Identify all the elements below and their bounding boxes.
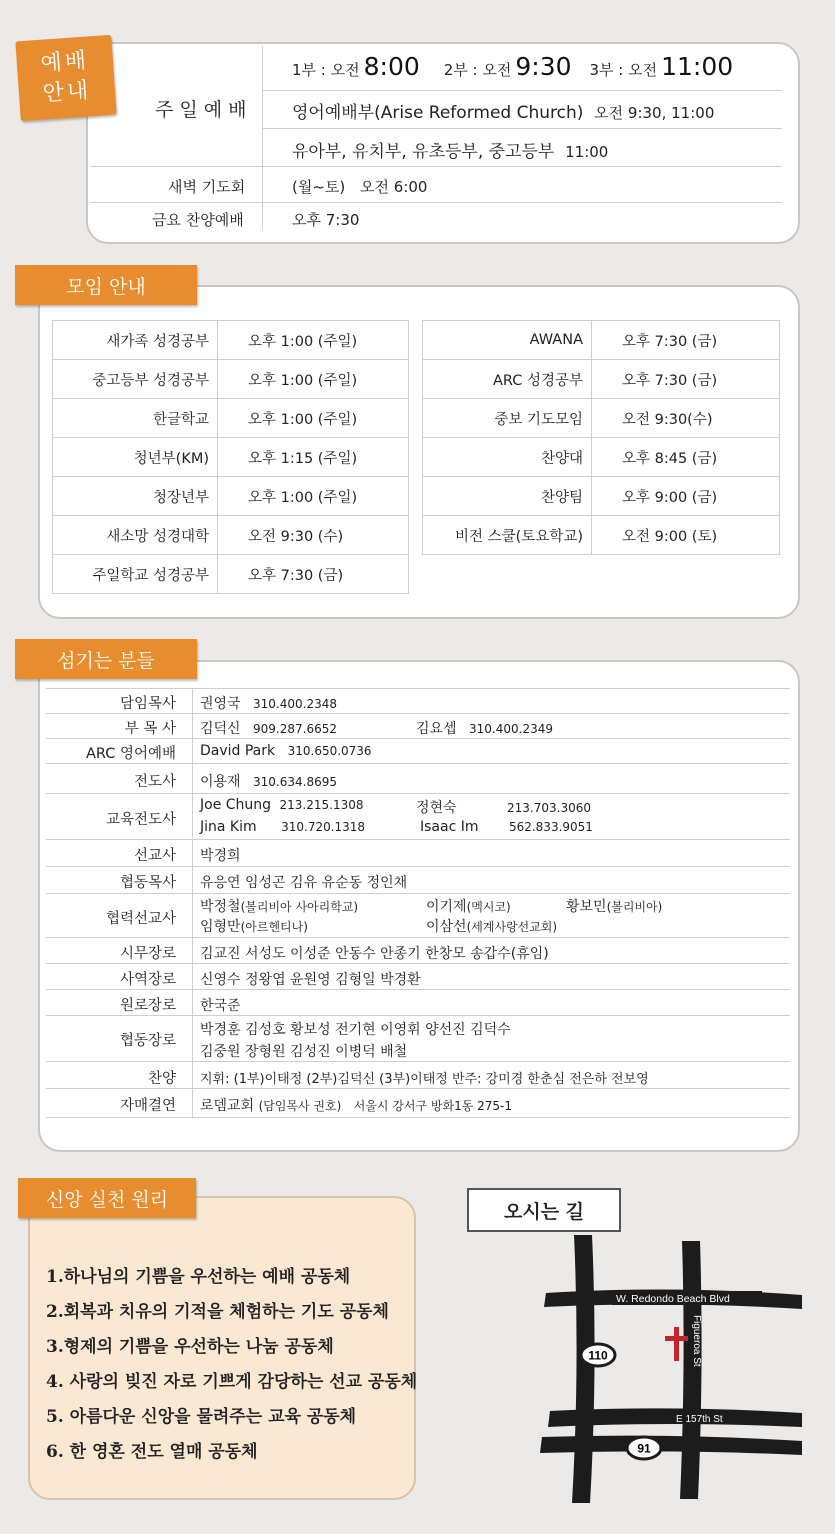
kids-time: 11:00	[565, 143, 609, 161]
english-service	[292, 98, 714, 123]
principle-item: 1.하나님의 기쁨을 우선하는 예배 공동체	[46, 1267, 351, 1287]
english-time: 오전 9:30, 11:00	[594, 104, 715, 122]
staff-label: 찬양	[147, 1071, 176, 1087]
street-label-redondo: W. Redondo Beach Blvd	[616, 1293, 730, 1305]
divider	[90, 166, 782, 167]
staff-phone: 562.833.9051	[508, 820, 593, 834]
meeting-time: 오후 1:00 (주일)	[218, 360, 409, 399]
staff-note: (담임목사 권호)	[258, 1099, 342, 1113]
principle-item: 5. 아름다운 신앙을 물려주는 교육 공동체	[46, 1407, 357, 1427]
staff-name: 김덕신	[200, 721, 241, 737]
dawn-time-row	[292, 176, 427, 197]
staff-label: 시무장로	[119, 946, 176, 962]
staff-name: 한국준	[200, 998, 241, 1014]
staff-row-coop-elders	[46, 1015, 790, 1062]
map-title: 오시는 길	[503, 1200, 585, 1223]
staff-label: 부 목 사	[124, 721, 176, 737]
s2-time: 9:30	[515, 52, 572, 81]
staff-note: (세계사랑선교회)	[466, 920, 558, 934]
street-label-157th: E 157th St	[676, 1414, 723, 1425]
s3-label: 3부 : 오전	[589, 61, 658, 79]
meeting-name: 찬양대	[423, 438, 592, 477]
street-label-figueroa: Figueroa St	[691, 1315, 702, 1367]
staff-names: 박경훈 김성호 황보성 전기현 이영휘 양선진 김덕수	[200, 1022, 511, 1038]
staff-label: 협동장로	[119, 1033, 176, 1049]
staff-name: David Park	[200, 743, 276, 759]
meeting-time: 오후 7:30 (금)	[218, 555, 409, 594]
principle-item: 6. 한 영혼 전도 열매 공동체	[46, 1442, 258, 1462]
kids-service	[292, 137, 608, 162]
staff-row-arc	[46, 738, 790, 764]
staff-name: 임형만	[200, 919, 241, 935]
staff-row-missionary	[46, 839, 790, 867]
staff-phone: 310.400.2348	[253, 697, 338, 711]
s1-label: 1부 : 오전	[292, 61, 360, 79]
principle-item: 2.회복과 치유의 기적을 체험하는 기도 공동체	[46, 1302, 389, 1322]
staff-row-coop-pastor	[46, 866, 790, 894]
english-name: 영어예배부(Arise Reformed Church)	[292, 103, 584, 123]
friday-label: 금요 찬양예배	[152, 211, 244, 229]
principles-list	[46, 1262, 417, 1472]
staff-label: 사역장로	[119, 972, 176, 988]
sunday-label: 주 일 예 배	[155, 99, 247, 121]
staff-label: 협동목사	[119, 875, 176, 891]
staff-name: 이삼선	[426, 919, 467, 935]
table-row	[53, 321, 409, 360]
staff-names: 김교진 서성도 이성준 안동수 안종기 한창모 송갑수(휴임)	[200, 946, 549, 962]
staff-row-edu	[46, 793, 790, 840]
staff-name: 이용재	[200, 774, 241, 790]
meeting-name: 한글학교	[53, 399, 218, 438]
staff-row-emeritus	[46, 989, 790, 1016]
staff-note: (아르헨티나)	[240, 920, 308, 934]
road-110	[572, 1235, 595, 1503]
table-row	[423, 438, 780, 477]
table-row	[423, 516, 780, 555]
meeting-name: 중고등부 성경공부	[53, 360, 218, 399]
staff-phone: 310.720.1318	[281, 820, 366, 834]
staff-names: 유응연 임성곤 김유 유순동 정인채	[200, 875, 408, 891]
staff-note: (볼리비아 사아리학교)	[240, 900, 359, 914]
staff-name: 박정철	[200, 899, 241, 915]
staff-phone: 310.634.8695	[253, 775, 338, 789]
staff-name: Isaac Im	[420, 819, 479, 835]
staff-phone: 213.703.3060	[507, 801, 592, 815]
worship-tag-line2: 안내	[41, 78, 93, 107]
staff-names: 김중원 장형원 김성진 이병덕 배철	[200, 1044, 408, 1060]
meeting-name: 청년부(KM)	[53, 438, 218, 477]
highway-91-shield	[627, 1437, 661, 1459]
staff-row-elders	[46, 937, 790, 964]
staff-name: Joe Chung	[200, 797, 272, 813]
staff-tag-label: 섬기는 분들	[57, 649, 155, 672]
meeting-name: 주일학교 성경공부	[53, 555, 218, 594]
s1-time: 8:00	[363, 52, 420, 81]
table-row	[53, 360, 409, 399]
map	[540, 1235, 810, 1505]
meeting-name: 새가족 성경공부	[53, 321, 218, 360]
worship-tag	[15, 35, 116, 122]
staff-row-evang	[46, 763, 790, 794]
staff-row-mission-elders	[46, 963, 790, 990]
table-row	[423, 360, 780, 399]
staff-label: 선교사	[133, 848, 176, 864]
principle-item: 4. 사랑의 빚진 자로 기쁘게 감당하는 선교 공동체	[46, 1372, 418, 1392]
dawn-time: 오전 6:00	[360, 178, 428, 196]
staff-note: (볼리비아)	[606, 900, 663, 914]
table-row	[53, 555, 409, 594]
staff-row-assoc	[46, 713, 790, 739]
staff-phone: 310.650.0736	[287, 744, 372, 758]
staff-label: ARC 영어예배	[85, 746, 176, 762]
table-row	[423, 477, 780, 516]
worship-tag-line1: 예배	[39, 48, 90, 77]
road-figueroa	[680, 1241, 702, 1499]
staff-name: 박경희	[200, 848, 241, 864]
table-row	[53, 477, 409, 516]
meetings-left-table	[52, 320, 409, 594]
table-row	[53, 399, 409, 438]
staff-label: 자매결연	[119, 1098, 176, 1114]
staff-tag	[15, 639, 197, 679]
table-row	[423, 399, 780, 438]
meeting-name: 중보 기도모임	[423, 399, 592, 438]
staff-name: Jina Kim	[200, 819, 257, 835]
staff-note: (멕시코)	[466, 900, 511, 914]
meeting-time: 오후 7:30 (금)	[592, 321, 780, 360]
staff-name: 정현숙	[416, 800, 457, 816]
table-row	[53, 516, 409, 555]
staff-row-senior	[46, 688, 790, 714]
meeting-time: 오후 1:00 (주일)	[218, 399, 409, 438]
staff-name: 권영국	[200, 696, 241, 712]
staff-phone: 213.215.1308	[279, 798, 364, 812]
divider	[262, 128, 782, 129]
staff-address: 서울시 강서구 방화1동 275-1	[353, 1099, 513, 1113]
divider	[262, 90, 782, 91]
kids-name: 유아부, 유치부, 유초등부, 중고등부	[292, 142, 555, 162]
staff-row-coop-missionary	[46, 893, 790, 938]
sunday-services	[292, 52, 733, 81]
staff-name: 이기제	[426, 899, 467, 915]
staff-label: 담임목사	[119, 696, 176, 712]
highway-91-label: 91	[637, 1441, 651, 1456]
staff-label: 협력선교사	[105, 911, 176, 927]
meeting-time: 오후 1:00 (주일)	[218, 477, 409, 516]
meetings-right-table	[422, 320, 780, 555]
meeting-name: 비전 스쿨(토요학교)	[423, 516, 592, 555]
highway-110-shield	[581, 1344, 615, 1366]
friday-time: 오후 7:30	[292, 211, 360, 229]
staff-row-sister	[46, 1088, 790, 1118]
s3-time: 11:00	[661, 52, 734, 81]
staff-name: 황보민	[566, 899, 607, 915]
meeting-time: 오후 8:45 (금)	[592, 438, 780, 477]
staff-phone: 310.400.2349	[469, 722, 554, 736]
staff-name: 로뎀교회	[200, 1098, 255, 1114]
meeting-name: 새소망 성경대학	[53, 516, 218, 555]
staff-names: 지휘: (1부)이태정 (2부)김덕신 (3부)이태정 반주: 강미경 한춘심 전은하 전보영	[200, 1072, 649, 1087]
staff-label: 전도사	[133, 774, 176, 790]
meeting-time: 오후 9:00 (금)	[592, 477, 780, 516]
table-row	[53, 438, 409, 477]
table-row	[423, 321, 780, 360]
map-title-box	[467, 1188, 621, 1232]
dawn-label: 새벽 기도회	[168, 178, 246, 196]
meeting-time: 오후 1:00 (주일)	[218, 321, 409, 360]
s2-label: 2부 : 오전	[443, 61, 512, 79]
staff-name: 김요셉	[416, 721, 457, 737]
meeting-name: 찬양팀	[423, 477, 592, 516]
staff-phone: 909.287.6652	[253, 722, 338, 736]
principles-tag	[18, 1178, 196, 1218]
staff-label: 교육전도사	[105, 812, 176, 828]
meetings-tag	[15, 265, 197, 305]
meeting-name: 청장년부	[53, 477, 218, 516]
meeting-time: 오전 9:30(수)	[592, 399, 780, 438]
meetings-tag-label: 모임 안내	[66, 275, 146, 298]
divider	[90, 202, 782, 203]
highway-110-label: 110	[588, 1348, 608, 1363]
meeting-time: 오후 1:15 (주일)	[218, 438, 409, 477]
principle-item: 3.형제의 기쁨을 우선하는 나눔 공동체	[46, 1337, 334, 1357]
meeting-time: 오후 7:30 (금)	[592, 360, 780, 399]
staff-names: 신영수 정왕엽 윤원영 김형일 박경환	[200, 972, 421, 988]
meeting-name: ARC 성경공부	[423, 360, 592, 399]
staff-row-choir	[46, 1061, 790, 1089]
meeting-name: AWANA	[423, 321, 592, 360]
staff-label: 원로장로	[119, 998, 176, 1014]
principles-tag-label: 신앙 실천 원리	[45, 1188, 169, 1211]
meeting-time: 오전 9:30 (수)	[218, 516, 409, 555]
meeting-time: 오전 9:00 (토)	[592, 516, 780, 555]
dawn-days: (월~토)	[292, 178, 346, 196]
